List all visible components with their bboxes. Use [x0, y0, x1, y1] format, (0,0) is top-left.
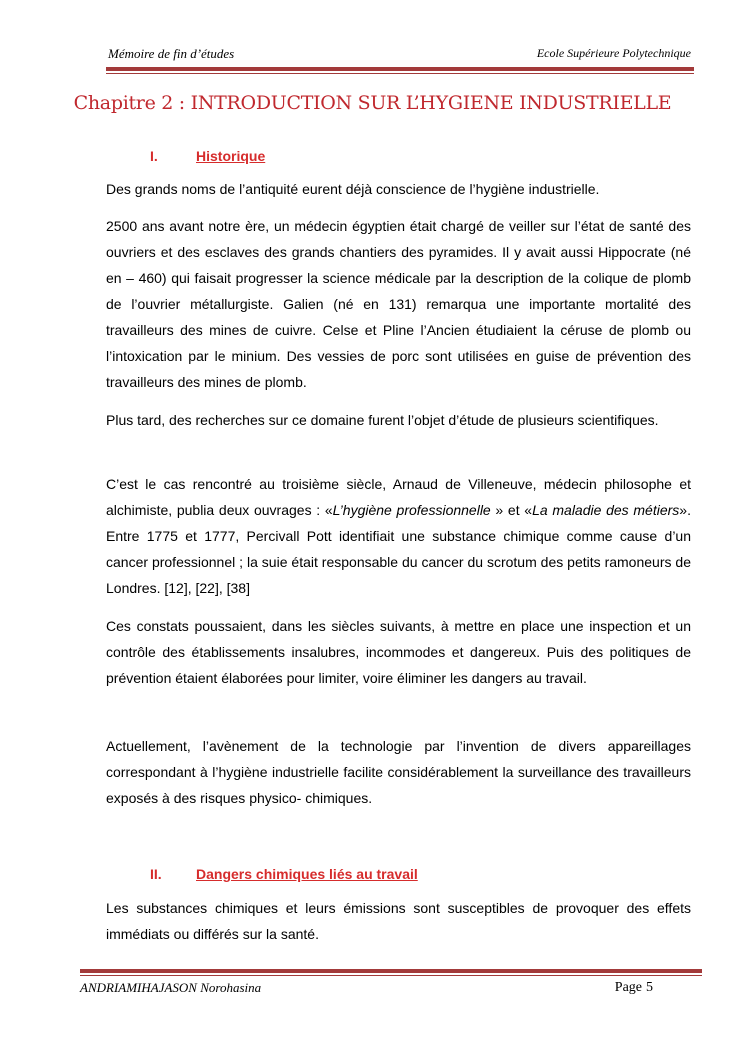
chapter-title: Chapitre 2 : INTRODUCTION SUR L’HYGIENE INDUSTRIELLE: [73, 92, 672, 114]
paragraph-6: Actuellement, l’avènement de la technologie par l’invention de divers appareillages correspondant à l’hygiène industrielle facilite considérablement la surveillance des travailleurs exposés à des risques physico- chimiques.: [106, 738, 691, 806]
header-rule-thick: [106, 67, 694, 71]
section-heading-historique: [150, 148, 265, 164]
paragraph-7: Les substances chimiques et leurs émissions sont susceptibles de provoquer des effets immédiats ou différés sur la santé.: [106, 900, 691, 942]
header-left-text: Mémoire de fin d’études: [108, 46, 235, 61]
section-title: Dangers chimiques liés au travail: [196, 866, 418, 882]
paragraph-4: [106, 471, 691, 601]
paragraph-4-part-2: » et «: [490, 502, 533, 518]
paragraph-5: Ces constats poussaient, dans les siècles suivants, à mettre en place une inspection et un contrôle des établissements insalubres, incommodes et dangereux. Puis des politiques de prévention étaient élaborées pour limiter, voire éliminer les dangers au travail.: [106, 618, 691, 686]
section-heading-dangers-chimiques: [150, 866, 418, 882]
footer-author: ANDRIAMIHAJASON Norohasina: [80, 980, 262, 995]
book-title-hygiene-professionnelle: L’hygiène professionnelle: [332, 502, 491, 518]
section-number: I.: [150, 148, 158, 164]
paragraph-4-part-3: ». Entre 1775 et 1777, Percivall Pott identifiait une substance chimique comme cause d’un cancer professionnel ; la suie était responsable du cancer du scrotum des petits ramoneurs de Londres. [12], [22], [38]: [106, 502, 691, 596]
paragraph-1: Des grands noms de l’antiquité eurent déjà conscience de l’hygiène industrielle.: [106, 181, 600, 197]
page-label: Page: [614, 980, 642, 995]
footer-rule-thin: [80, 975, 702, 976]
section-number: II.: [150, 866, 162, 882]
book-title-maladie-des-metiers: La maladie des métiers: [532, 502, 680, 518]
section-title: Historique: [196, 148, 266, 164]
paragraph-3: Plus tard, des recherches sur ce domaine furent l’objet d’étude de plusieurs scientifiques.: [106, 412, 659, 428]
paragraph-4-part-1: C’est le cas rencontré au troisième siècle, Arnaud de Villeneuve, médecin philosophe et alchimiste, publia deux ouvrages : «: [106, 476, 691, 518]
footer-rule-thick: [80, 969, 702, 973]
header-rule-thin: [106, 73, 694, 74]
page-number: 5: [646, 980, 653, 995]
footer-page-indicator: [615, 980, 653, 996]
paragraph-2: 2500 ans avant notre ère, un médecin égyptien était chargé de veiller sur l’état de santé des ouvriers et des esclaves des grands chantiers des pyramides. Il y avait aussi Hippocrate (né en – 460) qui faisait progresser la science médicale par la description de la colique de plomb de l’ouvrier métallurgiste. Galien (né en 131) remarqua une importante mortalité des travailleurs des mines de cuivre. Celse et Pline l’Ancien étudiaient la céruse de plomb ou l’intoxication par le minium. Des vessies de porc sont utilisées en guise de prévention des travailleurs des mines de plomb.: [106, 218, 691, 390]
header-right-text: Ecole Supérieure Polytechnique: [536, 46, 691, 60]
